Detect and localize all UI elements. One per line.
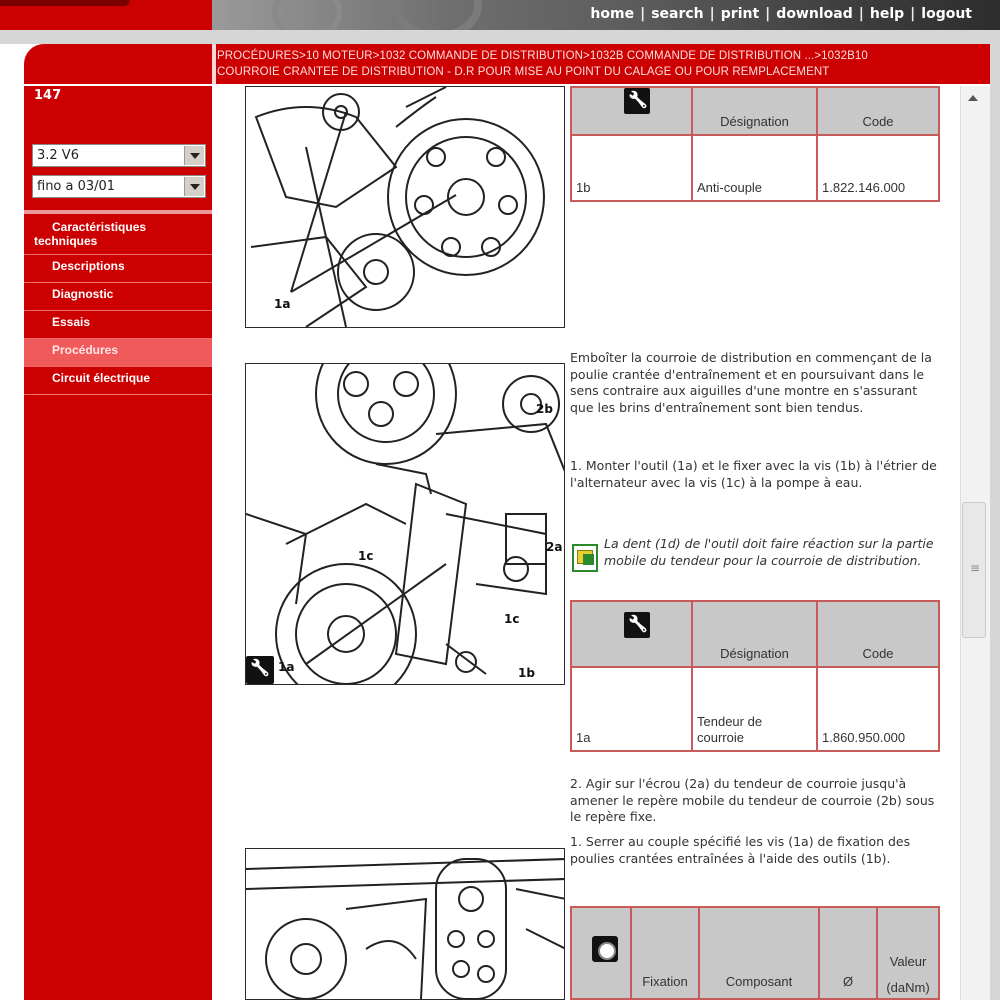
nav-search-link[interactable]: search	[651, 6, 704, 22]
chevron-down-icon[interactable]	[184, 146, 204, 165]
designation-header	[691, 86, 818, 136]
figure-callout: 1a	[278, 660, 295, 674]
cell-value: 1b	[576, 180, 591, 195]
figure-drawing	[246, 364, 565, 685]
header-label: Fixation	[642, 974, 688, 989]
engine-select-value: 3.2 V6	[37, 148, 79, 163]
model-label: 147	[34, 88, 62, 103]
value-header	[876, 906, 940, 1000]
nav-home-link[interactable]: home	[590, 6, 635, 22]
cell-value: 1a	[576, 730, 591, 745]
page-right-margin	[990, 44, 1000, 1000]
header-divider	[0, 30, 1000, 44]
nav-print-link[interactable]: print	[720, 6, 760, 22]
fixation-header	[630, 906, 700, 1000]
scroll-up-arrow-icon[interactable]	[966, 92, 980, 104]
table-cell-ref	[570, 666, 693, 752]
figure-callout: 1c	[358, 549, 374, 563]
header-label: Valeur	[889, 954, 927, 969]
figure-drawing	[246, 87, 565, 328]
figure-drawing	[246, 849, 565, 1000]
wrench-icon	[624, 88, 650, 114]
header-label: Code	[862, 114, 894, 129]
scrollbar-thumb[interactable]	[962, 502, 986, 638]
sidebar-item-diagnostic[interactable]: Diagnostic	[24, 283, 212, 311]
note-text: La dent (1d) de l'outil doit faire réaction sur la partie mobile du tendeur pour la courroie de distribution.	[604, 536, 934, 568]
note-icon	[572, 544, 598, 572]
brand-logo	[0, 0, 130, 6]
instruction-text: Emboîter la courroie de distribution en commençant de la poulie crantée d'entraînement et en poursuivant dans le sens contraire aux aiguilles d'une montre en s'assurant que les brins d'entraînement sont bien tendus.	[570, 350, 932, 415]
sidebar-item-caracteristiques[interactable]: Caractéristiques techniques	[24, 216, 212, 255]
instruction-step: 1. Monter l'outil (1a) et le fixer avec la vis (1b) à l'étrier de l'alternateur avec la vis (1c) à la pompe à eau.	[570, 458, 937, 490]
sidebar-menu	[24, 216, 212, 395]
table-cell-code	[816, 134, 940, 202]
header-unit: (daNm)	[886, 980, 930, 995]
figure-timing-belt-1	[245, 86, 565, 328]
torque-icon	[592, 936, 618, 962]
banner-engine-graphic	[392, 0, 482, 30]
period-select[interactable]	[32, 175, 206, 198]
header-label: Désignation	[720, 646, 789, 661]
instruction-step: 1. Serrer au couple spécifié les vis (1a) de fixation des poulies crantées entraînées à l'aide des outils (1b).	[570, 834, 911, 866]
sidebar-item-descriptions[interactable]: Descriptions	[24, 255, 212, 283]
breadcrumb-divider	[212, 44, 216, 84]
engine-select[interactable]	[32, 144, 206, 167]
wrench-icon	[246, 656, 274, 684]
nav-download-link[interactable]: download	[776, 6, 853, 22]
figure-callout: 1a	[274, 297, 291, 311]
code-header	[816, 86, 940, 136]
header-label: Ø	[842, 974, 854, 989]
fixing-icon-header	[570, 906, 632, 1000]
cell-value: Tendeur de courroie	[697, 714, 763, 745]
figure-timing-belt-3	[245, 848, 565, 1000]
header-label: Désignation	[720, 114, 789, 129]
instruction-step: 2. Agir sur l'écrou (2a) du tendeur de courroie jusqu'à amener le repère mobile du tendeur de courroie (2b) sous le repère fixe.	[570, 776, 935, 824]
banner-engine-graphic	[272, 0, 342, 30]
wrench-icon	[624, 612, 650, 638]
diameter-header	[818, 906, 878, 1000]
breadcrumb-path[interactable]: PROCÉDURES>10 MOTEUR>1032 COMMANDE DE DISTRIBUTION>1032B COMMANDE DE DISTRIBUTION ...>1032B10	[217, 50, 868, 62]
brand-logo-strip	[0, 0, 212, 30]
code-header	[816, 600, 940, 668]
header-label: Composant	[725, 974, 793, 989]
sidebar-item-essais[interactable]: Essais	[24, 311, 212, 339]
tool-header-cell	[570, 86, 693, 136]
table-cell-ref	[570, 134, 693, 202]
breadcrumb-current-title: COURROIE CRANTEE DE DISTRIBUTION - D.R POUR MISE AU POINT DU CALAGE OU POUR REMPLACEMENT	[217, 66, 830, 78]
sidebar-item-circuit-electrique[interactable]: Circuit électrique	[24, 367, 212, 395]
figure-timing-belt-2	[245, 363, 565, 685]
nav-separator: |	[858, 6, 864, 22]
sidebar-item-procedures[interactable]: Procédures	[24, 339, 212, 367]
nav-logout-link[interactable]: logout	[921, 6, 972, 22]
nav-help-link[interactable]: help	[869, 6, 905, 22]
period-select-value: fino a 03/01	[37, 179, 116, 194]
figure-callout: 1c	[504, 612, 520, 626]
figure-callout: 1b	[518, 666, 535, 680]
figure-callout: 2b	[536, 402, 553, 416]
top-nav	[584, 6, 978, 22]
designation-header	[691, 600, 818, 668]
nav-separator: |	[910, 6, 916, 22]
breadcrumb	[217, 48, 977, 80]
table-cell-designation	[691, 134, 818, 202]
table-cell-code	[816, 666, 940, 752]
cell-value: Anti-couple	[697, 180, 763, 195]
cell-value: 1.860.950.000	[822, 730, 906, 745]
nav-separator: |	[709, 6, 715, 22]
sidebar-separator	[24, 210, 212, 214]
cell-value: 1.822.146.000	[822, 180, 906, 195]
header-banner	[212, 0, 1000, 30]
figure-callout: 2a	[546, 540, 563, 554]
table-cell-designation	[691, 666, 818, 752]
nav-separator: |	[640, 6, 646, 22]
tool-header-cell	[570, 600, 693, 668]
nav-separator: |	[765, 6, 771, 22]
header-label: Code	[862, 646, 894, 661]
component-header	[698, 906, 820, 1000]
chevron-down-icon[interactable]	[184, 177, 204, 196]
